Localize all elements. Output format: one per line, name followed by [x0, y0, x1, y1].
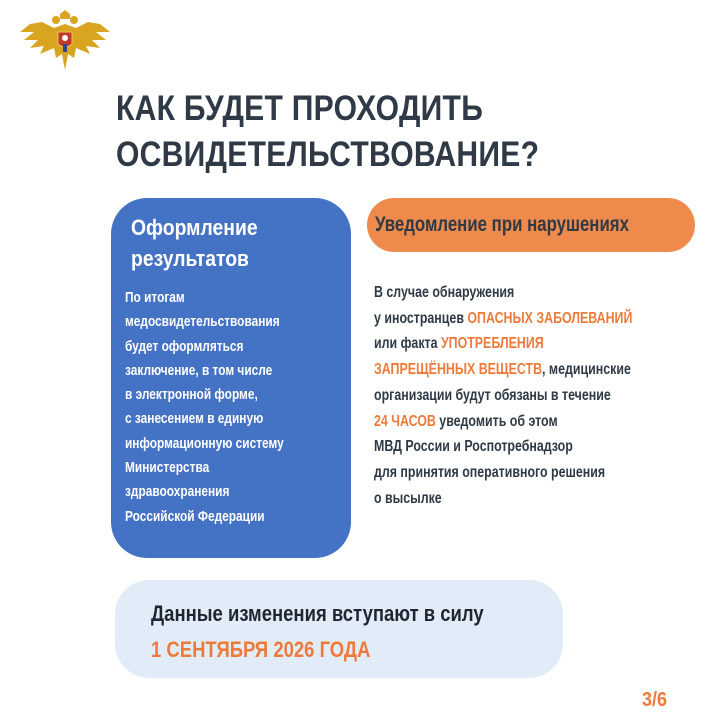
- title-line-1: КАК БУДЕТ ПРОХОДИТЬ: [116, 89, 484, 128]
- results-card: [111, 198, 351, 558]
- results-body-line: Министерства: [125, 460, 210, 477]
- effective-date-card: [115, 580, 563, 678]
- results-body-line: информационную систему: [125, 435, 284, 452]
- results-heading-line-2: результатов: [131, 246, 249, 271]
- notice-line: [374, 306, 710, 332]
- notice-text-part: у иностранцев: [374, 309, 468, 327]
- notice-highlight: УПОТРЕБЛЕНИЯ: [440, 335, 544, 353]
- notice-line: для принятия оперативного решения: [374, 463, 606, 481]
- notice-line: [374, 331, 710, 357]
- title-line-2: ОСВИДЕТЕЛЬСТВОВАНИЕ?: [116, 135, 540, 174]
- results-body-line: медосвидетельствования: [125, 314, 280, 331]
- effective-date: 1 СЕНТЯБРЯ 2026 ГОДА: [151, 637, 371, 662]
- notice-line: [374, 357, 710, 383]
- results-body-line: Российской Федерации: [125, 508, 265, 525]
- notice-highlight: ЗАПРЕЩЁННЫХ ВЕЩЕСТВ: [374, 361, 543, 379]
- notice-text-part: уведомить об этом: [435, 412, 558, 430]
- results-body-line: По итогам: [125, 290, 185, 306]
- page-title: [116, 86, 598, 178]
- results-body-line: будет оформляться: [125, 338, 244, 355]
- notice-line: МВД России и Роспотребнадзор: [374, 438, 573, 456]
- notice-text-part: или факта: [374, 335, 441, 353]
- notice-line: организации будут обязаны в течение: [374, 386, 611, 404]
- notice-text: [374, 280, 710, 511]
- results-body-line: здравоохранения: [125, 484, 230, 501]
- page-number: 3/6: [642, 689, 668, 711]
- notice-line: о высылке: [374, 489, 442, 507]
- notice-highlight: 24 ЧАСОВ: [374, 412, 436, 430]
- notice-highlight: ОПАСНЫХ ЗАБОЛЕВАНИЙ: [467, 309, 633, 327]
- effective-text: Данные изменения вступают в силу: [151, 601, 484, 626]
- results-heading: [131, 212, 316, 274]
- results-heading-line-1: Оформление: [131, 215, 258, 240]
- notice-text-part: , медицинские: [542, 361, 631, 379]
- results-body-line: заключение, в том числе: [125, 362, 273, 379]
- notice-line: В случае обнаружения: [374, 284, 515, 301]
- violations-pill: [367, 198, 695, 252]
- notice-line: [374, 409, 710, 435]
- results-body-line: с занесением в единую: [125, 411, 264, 428]
- violations-label: Уведомление при нарушениях: [375, 213, 629, 236]
- results-body-line: в электронной форме,: [125, 387, 258, 404]
- results-body: [125, 286, 322, 529]
- double-headed-eagle-icon: [16, 10, 114, 72]
